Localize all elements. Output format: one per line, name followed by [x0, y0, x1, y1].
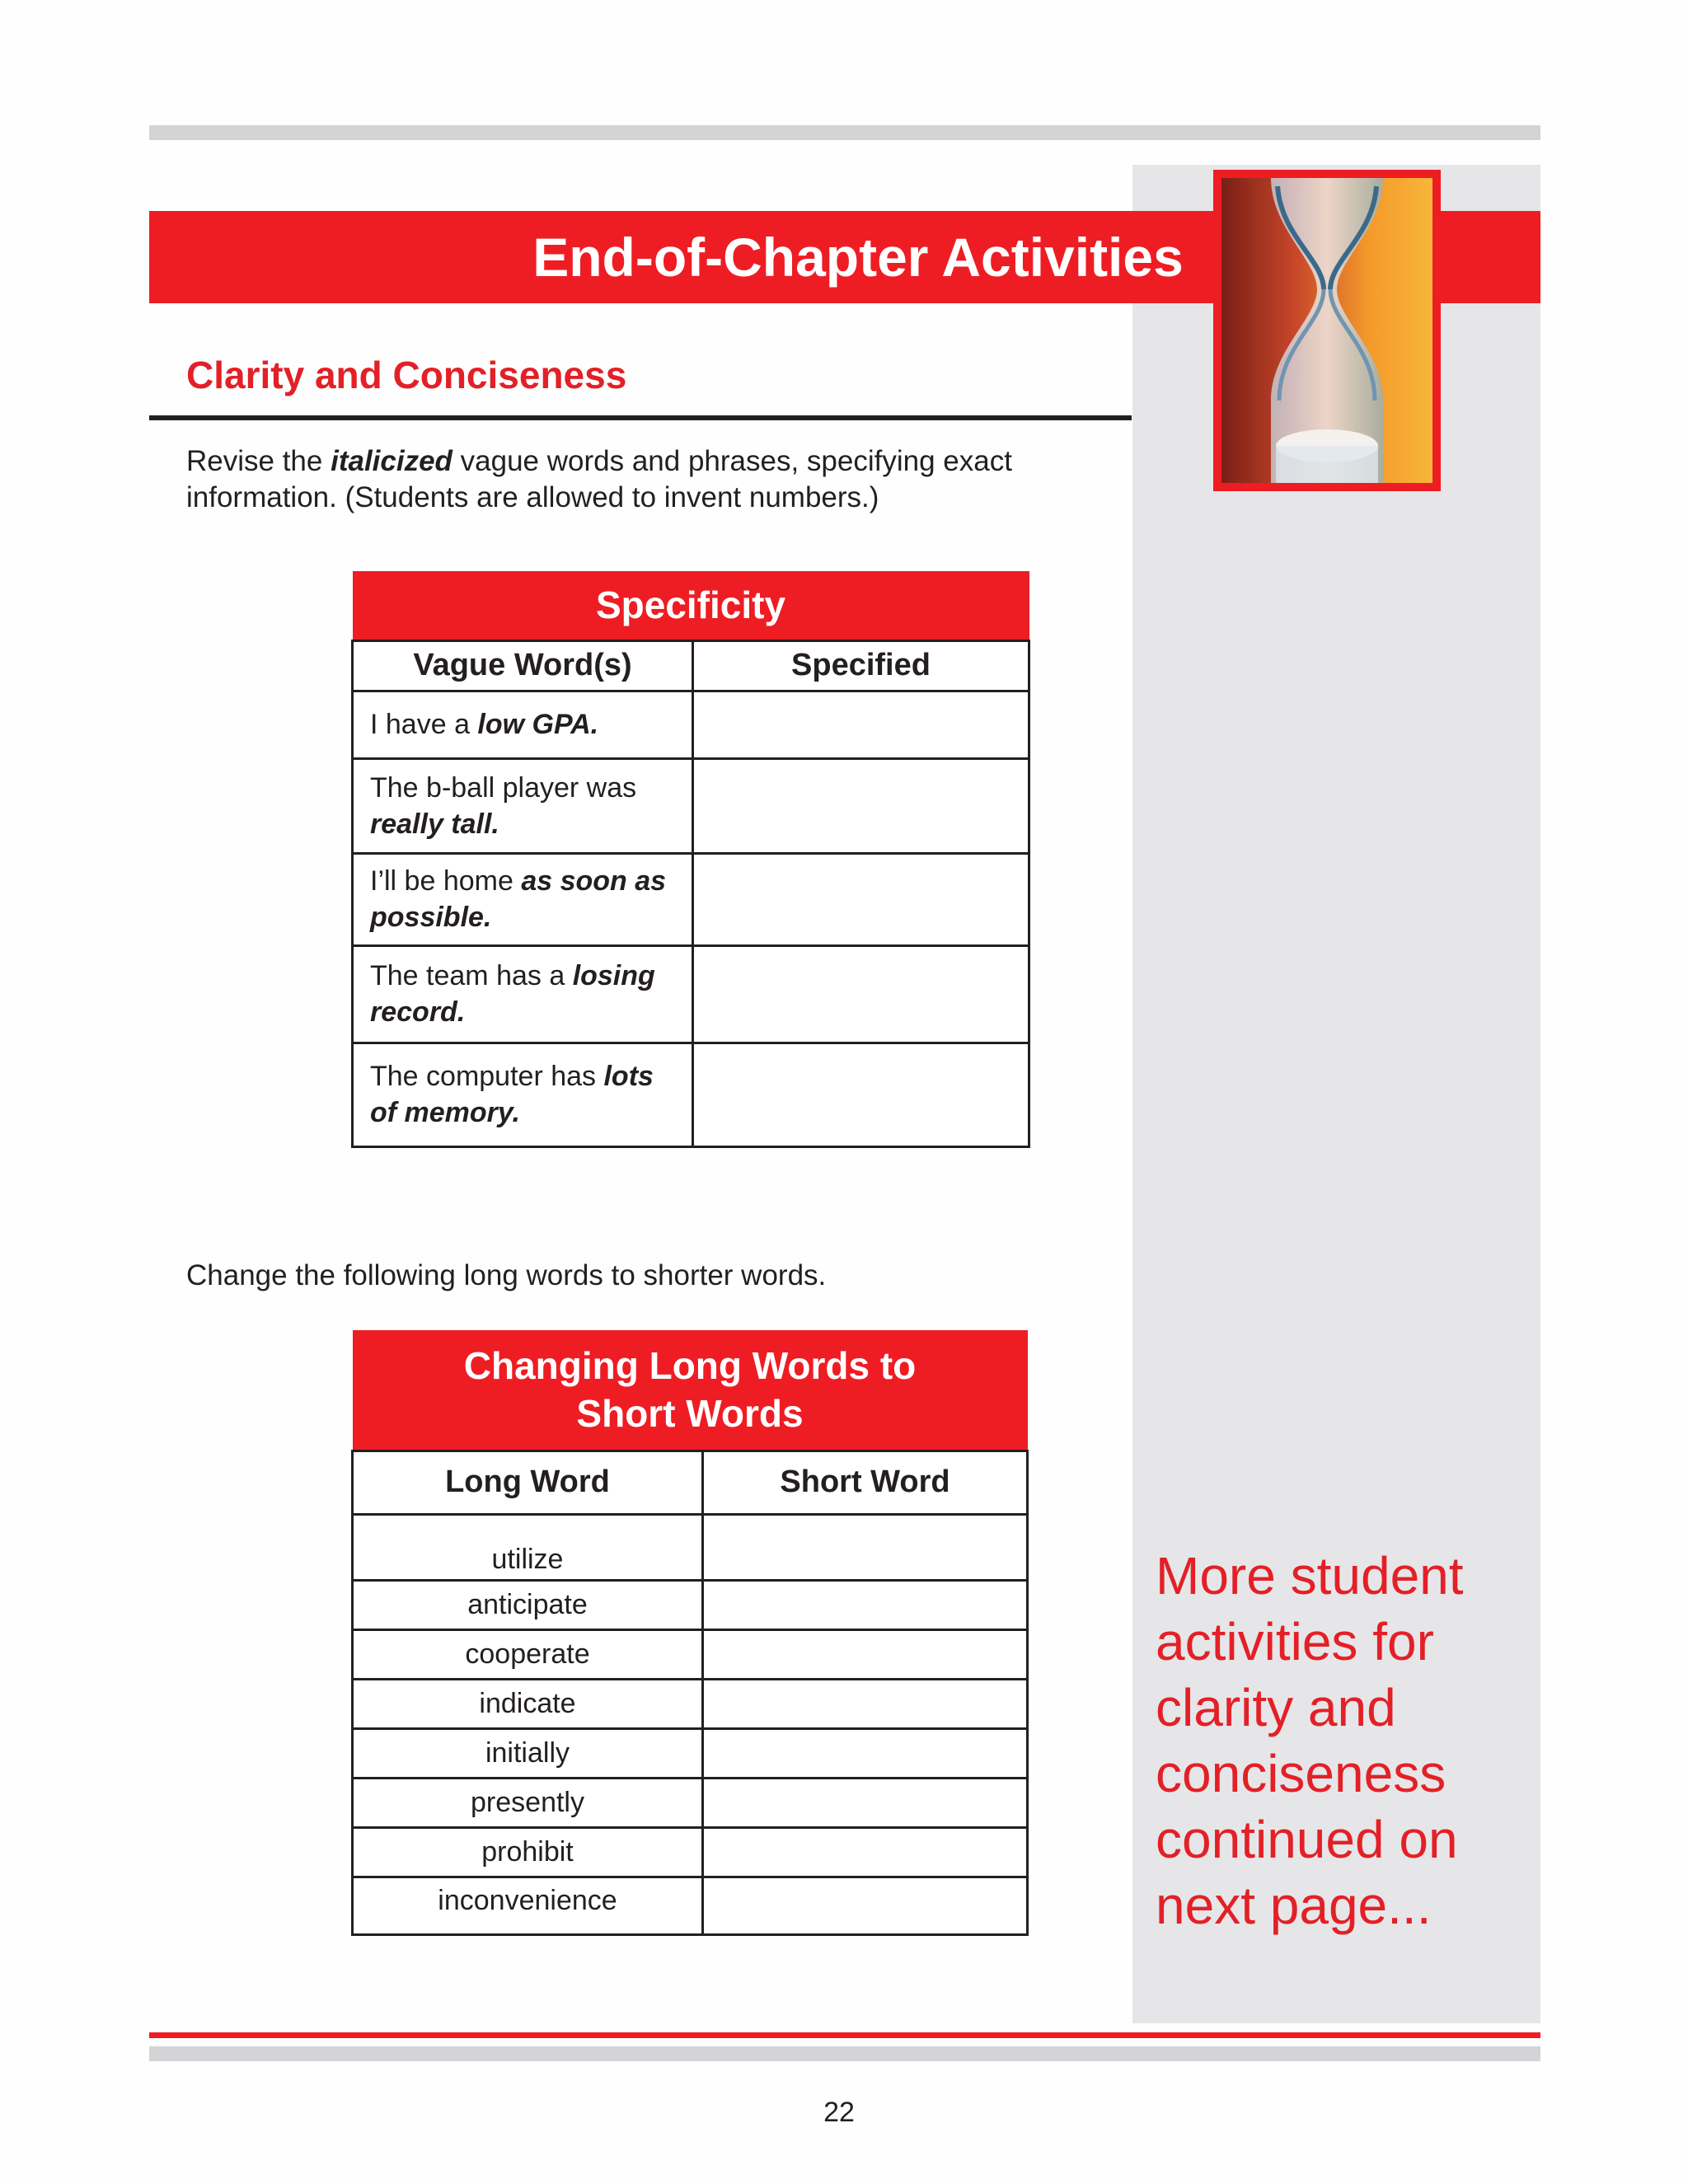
long-word-cell: utilize — [353, 1514, 703, 1580]
vague-cell: The team has a losing record. — [353, 945, 693, 1043]
table-row — [353, 1728, 1028, 1778]
specified-cell[interactable] — [693, 945, 1029, 1043]
short-word-cell[interactable] — [703, 1580, 1028, 1629]
section-rule — [149, 415, 1132, 420]
section-title: Clarity and Conciseness — [186, 354, 627, 396]
short-word-cell[interactable] — [703, 1827, 1028, 1877]
continued-note — [1156, 1543, 1535, 1938]
table-title: Changing Long Words to Short Words — [353, 1330, 1028, 1451]
hourglass-icon — [1213, 170, 1441, 491]
specified-cell[interactable] — [693, 758, 1029, 853]
note-line: clarity and — [1156, 1678, 1396, 1737]
vague-cell: I have a low GPA. — [353, 691, 693, 758]
long-word-cell: anticipate — [353, 1580, 703, 1629]
table-row — [353, 1827, 1028, 1877]
top-rule — [149, 125, 1540, 140]
table-row — [353, 853, 1029, 945]
long-word-cell: initially — [353, 1728, 703, 1778]
short-word-cell[interactable] — [703, 1877, 1028, 1934]
long-word-cell: cooperate — [353, 1629, 703, 1679]
instructions: Revise the italicized vague words and phrases, specifying exact information. (Students are allowed to invent numbers.) — [186, 445, 1012, 513]
specified-cell[interactable] — [693, 1043, 1029, 1146]
table-row — [353, 1043, 1029, 1146]
vague-cell: I’ll be home as soon as possible. — [353, 853, 693, 945]
page-title: End-of-Chapter Activities — [532, 227, 1184, 288]
table-row — [353, 691, 1029, 758]
table-row — [353, 758, 1029, 853]
footer-red-rule — [149, 2032, 1540, 2038]
column-header: Short Word — [703, 1451, 1028, 1514]
long-word-cell: inconvenience — [353, 1877, 703, 1934]
short-word-cell[interactable] — [703, 1514, 1028, 1580]
table-row — [353, 945, 1029, 1043]
table-title: Specificity — [353, 571, 1029, 640]
short-word-cell[interactable] — [703, 1629, 1028, 1679]
note-line: More student — [1156, 1546, 1464, 1605]
table-row — [353, 1580, 1028, 1629]
specificity-table — [351, 571, 1030, 1148]
long-words-table — [351, 1330, 1029, 1936]
column-header: Specified — [693, 640, 1029, 691]
specified-cell[interactable] — [693, 691, 1029, 758]
second-instructions: Change the following long words to shorter words. — [186, 1259, 827, 1291]
vague-cell: The computer has lots of memory. — [353, 1043, 693, 1146]
short-word-cell[interactable] — [703, 1778, 1028, 1827]
short-word-cell[interactable] — [703, 1679, 1028, 1728]
table-row — [353, 1514, 1028, 1580]
note-line: next page... — [1156, 1876, 1432, 1935]
specified-cell[interactable] — [693, 853, 1029, 945]
note-line: conciseness — [1156, 1744, 1447, 1803]
long-word-cell: indicate — [353, 1679, 703, 1728]
note-line: continued on — [1156, 1810, 1458, 1869]
column-header: Long Word — [353, 1451, 703, 1514]
page-number: 22 — [823, 2097, 855, 2128]
vague-cell: The b-ball player was really tall. — [353, 758, 693, 853]
note-line: activities for — [1156, 1612, 1434, 1671]
column-header: Vague Word(s) — [353, 640, 693, 691]
table-row — [353, 1877, 1028, 1934]
long-word-cell: presently — [353, 1778, 703, 1827]
table-row — [353, 1679, 1028, 1728]
short-word-cell[interactable] — [703, 1728, 1028, 1778]
long-word-cell: prohibit — [353, 1827, 703, 1877]
table-row — [353, 1778, 1028, 1827]
footer-grey-rule — [149, 2046, 1540, 2061]
table-row — [353, 1629, 1028, 1679]
